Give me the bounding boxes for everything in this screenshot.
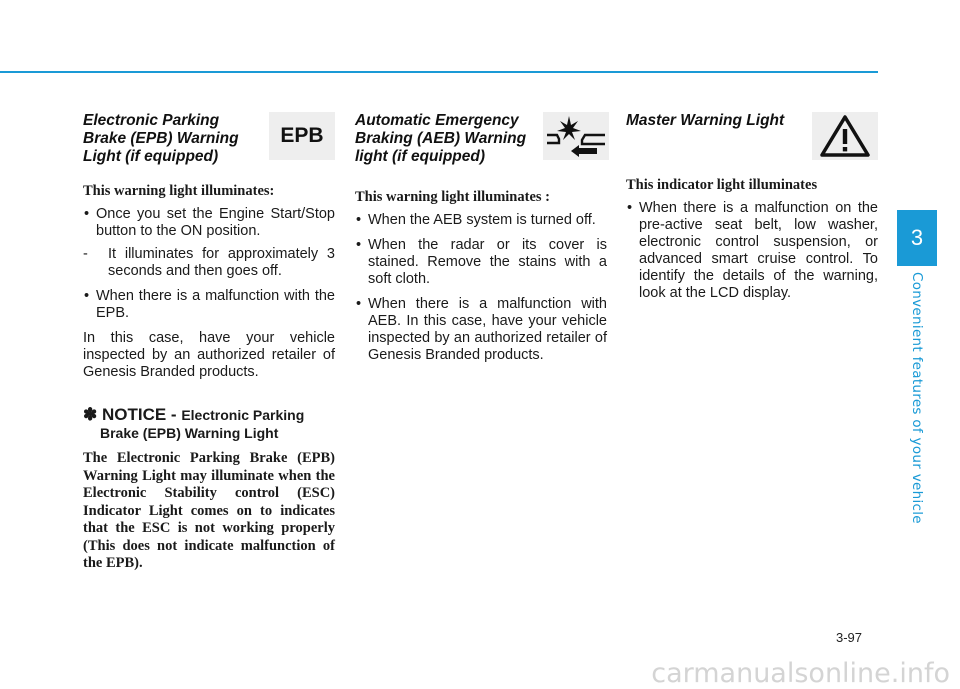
master-heading-row [626, 112, 878, 162]
chapter-tab [897, 210, 937, 266]
master-heading: Master Warning Light [626, 112, 785, 129]
aeb-heading-row [355, 112, 607, 165]
master-bullet-1: • When there is a malfunction on the pre-active seat belt, low washer, electronic control suspension, or advanced smart cruise control. To identify the details of the warning, look at the LCD display. [626, 200, 878, 302]
warning-triangle-graphic [819, 114, 871, 158]
epb-icon [269, 112, 335, 160]
epb-bullets-2 [83, 288, 335, 322]
epb-notice [83, 405, 335, 573]
aeb-bullets [355, 212, 607, 364]
epb-paragraph: In this case, have your vehicle inspected by an authorized retailer of Genesis Branded products. [83, 330, 335, 380]
epb-sub-dash: - [83, 246, 88, 262]
chapter-title: Convenient features of your vehicle [909, 272, 925, 524]
master-lead: This indicator light illuminates [626, 177, 818, 193]
epb-bullets [83, 206, 335, 240]
aeb-bullet-1: • When the AEB system is turned off. [355, 212, 607, 229]
epb-icon-label: EPB [280, 124, 324, 147]
epb-bullet-1: • Once you set the Engine Start/Stop button to the ON position. [83, 206, 335, 240]
aeb-bullet-2: • When the radar or its cover is stained. Remove the stains with a soft cloth. [355, 237, 607, 288]
aeb-heading: Automatic Emergency Braking (AEB) Warning light (if equipped) [355, 112, 527, 165]
notice-symbol: ✽ [83, 405, 98, 424]
epb-sub-text: It illuminates for approximately 3 seconds and then goes off. [108, 246, 335, 279]
epb-lead: This warning light illuminates: [83, 183, 275, 199]
header-rule [0, 71, 878, 73]
epb-heading-row [83, 112, 335, 165]
master-warning-section [626, 112, 878, 310]
notice-title-a: Electronic Parking [181, 407, 305, 423]
aeb-icon [543, 112, 609, 160]
notice-title [83, 405, 335, 425]
notice-body: The Electronic Parking Brake (EPB) Warning Light may illuminate when the Electronic Stability control (ESC) Indicator Light comes on to indicates that the ESC is not working properly (This does not indicate malfunction of the EPB). [83, 450, 335, 571]
aeb-section [355, 112, 607, 372]
page-number: 3-97 [836, 630, 863, 645]
notice-label: NOTICE - [101, 405, 177, 424]
aeb-lead: This warning light illuminates : [355, 189, 550, 205]
chapter-number: 3 [910, 225, 924, 250]
epb-heading: Electronic Parking Brake (EPB) Warning Light (if equipped) [83, 112, 239, 165]
epb-sub-item [83, 246, 335, 280]
epb-section [83, 112, 335, 573]
aeb-icon-graphic [545, 113, 607, 159]
notice-title-b: Brake (EPB) Warning Light [100, 425, 279, 441]
watermark: carmanualsonline.info [651, 658, 950, 689]
warning-triangle-icon [812, 112, 878, 160]
master-bullets [626, 200, 878, 302]
aeb-bullet-3: • When there is a malfunction with AEB. In this case, have your vehicle inspected by an authorized retailer of Genesis Branded products. [355, 296, 607, 364]
epb-bullet-2: • When there is a malfunction with the EPB. [83, 288, 335, 322]
